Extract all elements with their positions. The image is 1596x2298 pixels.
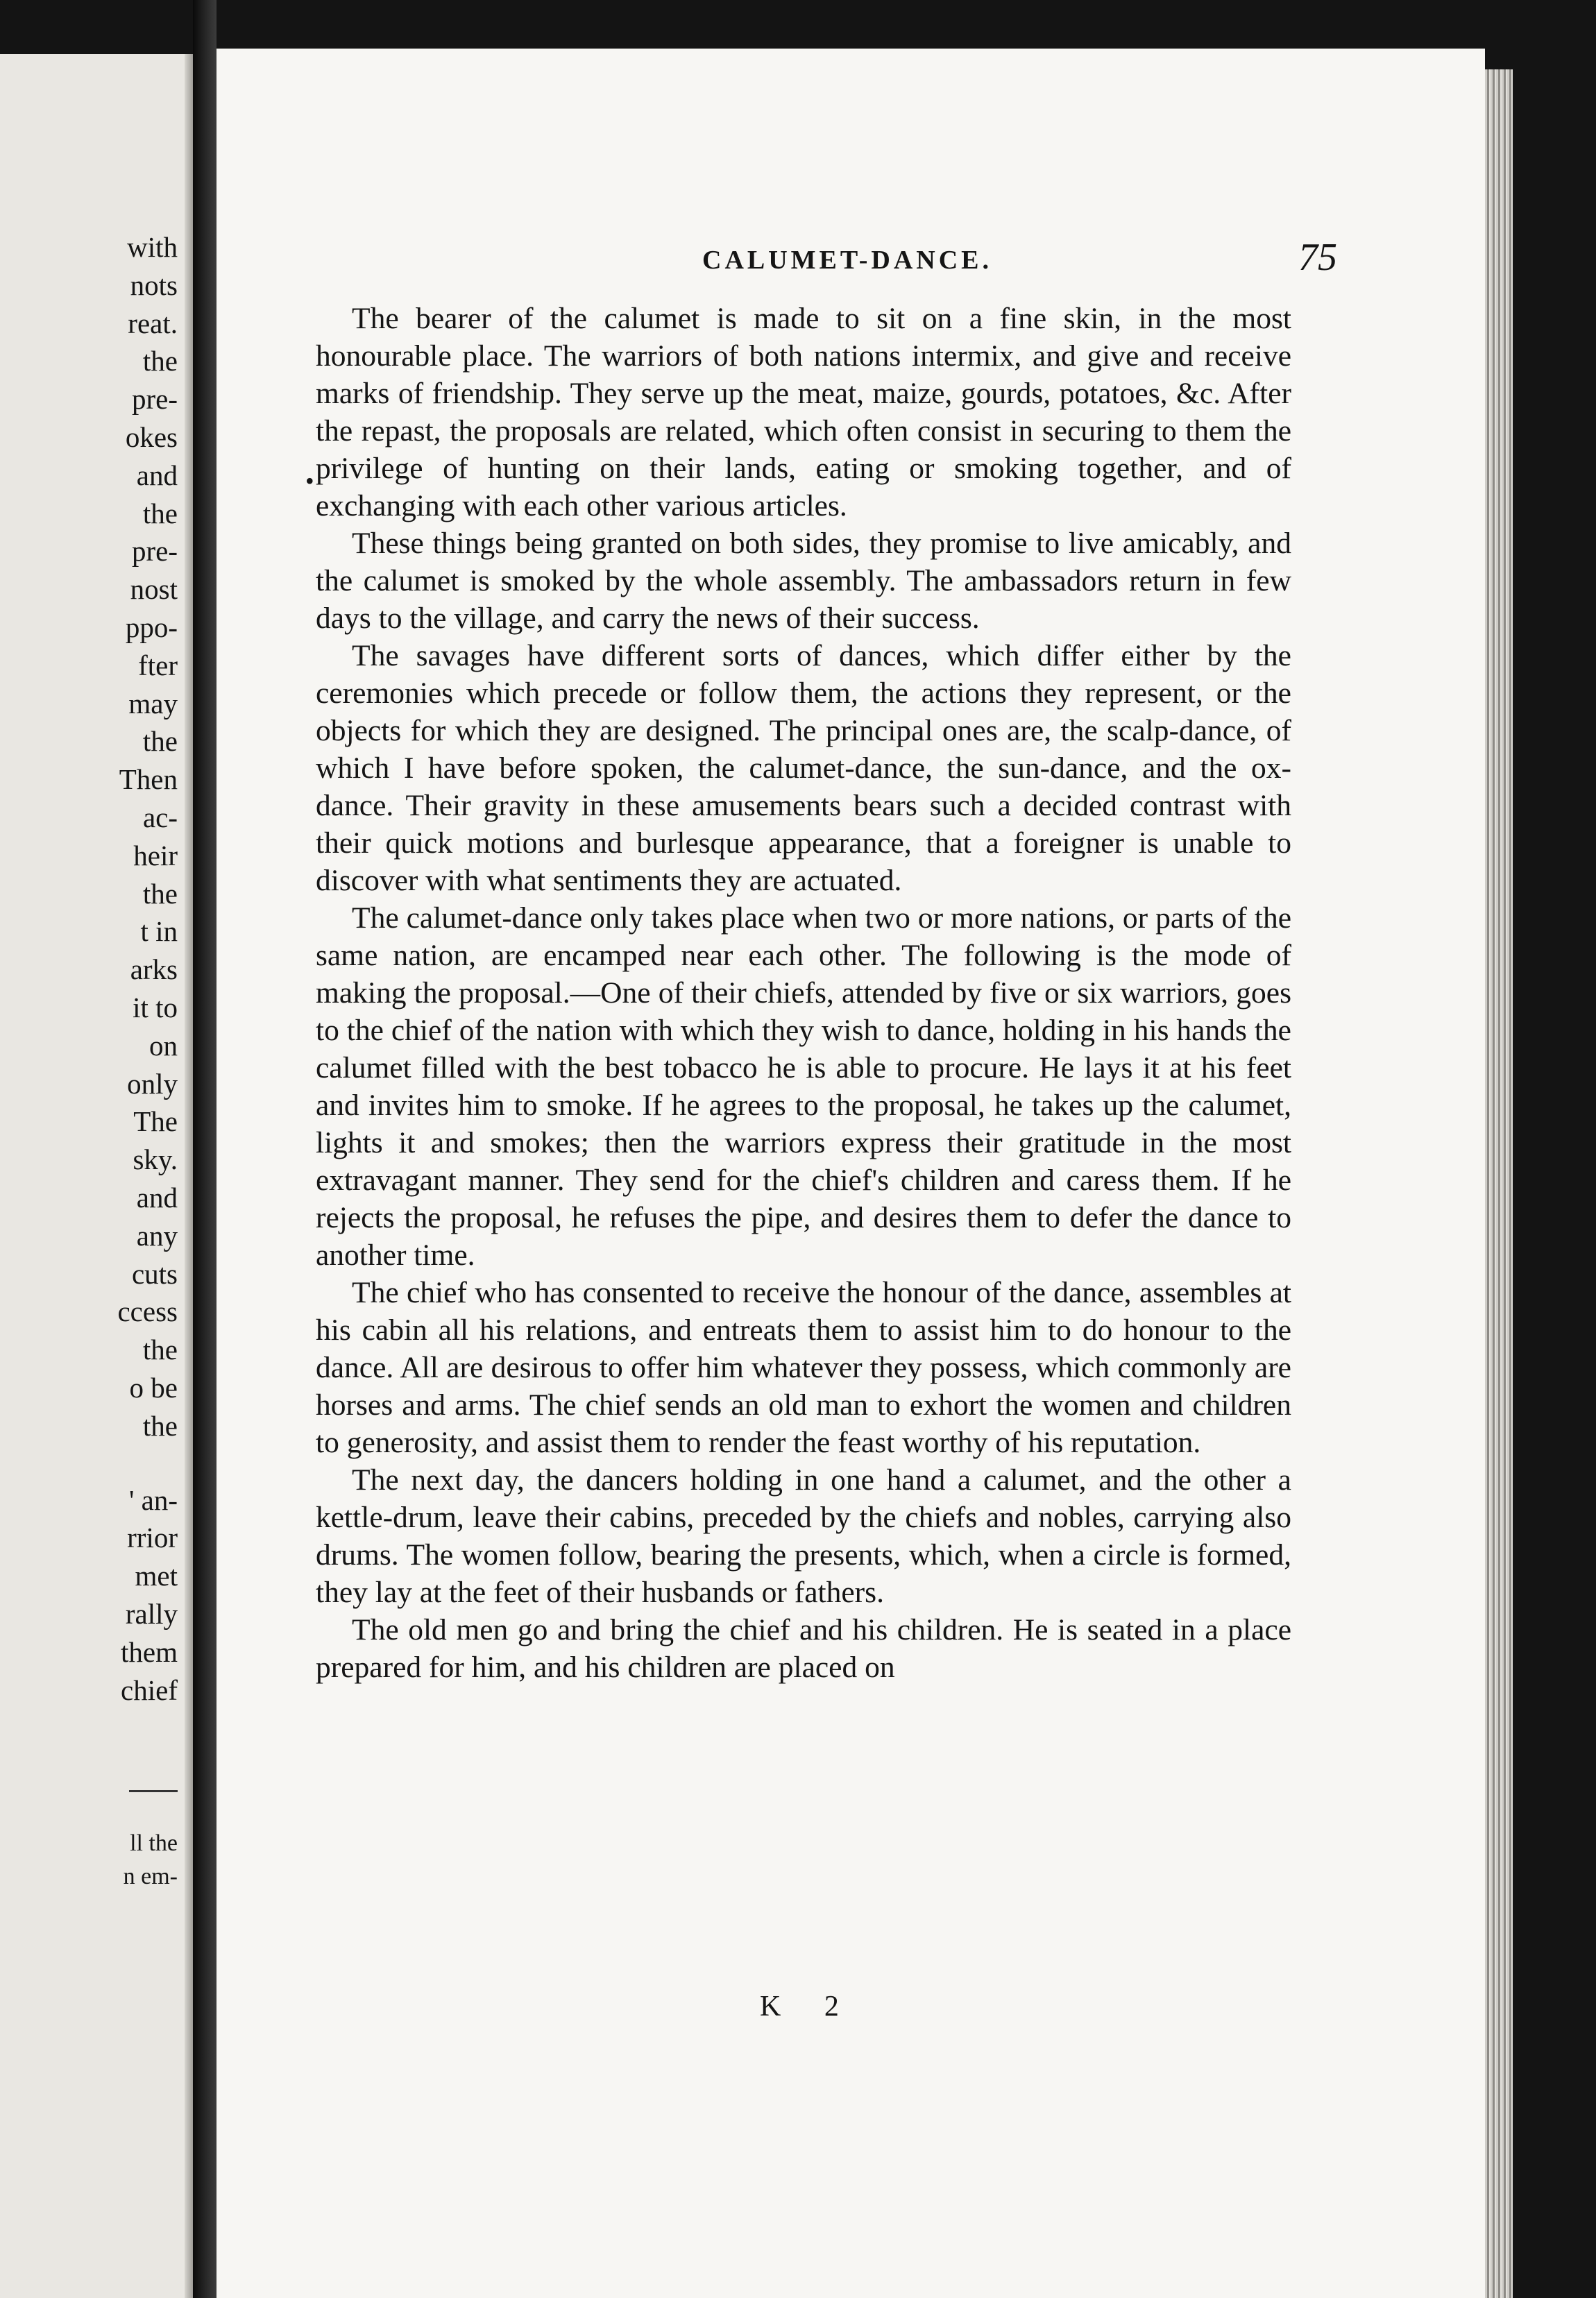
paragraph: The bearer of the calumet is made to sit on a fine skin, in the most honourable place. The warriors of both nations intermix, and give and receive marks of friendship. They serve up the meat, maize, gourds, potatoes, &c. After the repast, the proposals are related, which often consist in securing to them the privilege of hunting on their lands, eating or smoking together, and of exchanging with each other various articles. — [316, 302, 1291, 522]
page-number: 75 — [1298, 236, 1337, 279]
left-page-line: heir — [133, 839, 178, 871]
left-page-line: met — [135, 1560, 178, 1592]
left-page-line: Then — [119, 763, 178, 796]
left-page-line: ppo- — [125, 611, 178, 643]
left-page-line: nots — [130, 269, 178, 301]
left-page-line: t in — [140, 915, 178, 948]
left-page-line: rally — [125, 1598, 178, 1630]
left-page-line: the — [142, 1334, 178, 1366]
left-page-line: and — [136, 459, 178, 491]
paragraph: The chief who has consented to receive the honour of the dance, assembles at his cabin all his relations, and entreats them to assist him to do honour to the dance. All are desirous to offer him whatever they possess, which commonly are horses and arms. The chief sends an old man to exhort the women and children to generosity, and assist them to render the feast worthy of his reputation. — [316, 1276, 1291, 1459]
left-page-fragment — [0, 54, 193, 2298]
paragraph: The old men go and bring the chief and his children. He is seated in a place prepared for him, and his children are placed on — [316, 1613, 1291, 1684]
left-page-line: ac- — [142, 801, 178, 833]
body-text — [316, 300, 1291, 1686]
left-page-line: The — [133, 1105, 178, 1138]
left-page-line: may — [128, 687, 178, 720]
left-page-line: only — [127, 1067, 178, 1100]
left-page-line: with — [127, 231, 178, 263]
left-page-line: it to — [133, 991, 178, 1023]
left-page-line: chief — [121, 1674, 178, 1706]
left-page-line: arks — [130, 953, 178, 986]
left-page-footnote-line: ll the — [130, 1830, 178, 1856]
paragraph: These things being granted on both sides, they promise to live amicably, and the calumet is smoked by the whole assembly. The ambassadors return in few days to the village, and carry the news of their success. — [316, 527, 1291, 635]
left-page-line: the — [142, 497, 178, 529]
page-edges — [1485, 69, 1513, 2298]
left-page-line: the — [142, 345, 178, 377]
left-page-line: and — [136, 1182, 178, 1214]
page-header — [702, 236, 1337, 284]
paragraph: The calumet-dance only takes place when two or more nations, or parts of the same nation, are encamped near each other. The following is the mode of making the proposal.—One of their chiefs, attended by five or six warriors, goes to the chief of the nation with which they wish to dance, holding in his hands the calumet filled with the best tobacco he is able to procure. He lays it at his feet and invites him to smoke. If he agrees to the proposal, he takes up the calumet, lights it and smokes; then the warriors express their gratitude in the most extravagant manner. They send for the chief's children and caress them. If he rejects the proposal, he refuses the pipe, and desires them to defer the dance to another time. — [316, 901, 1291, 1272]
left-page-line: them — [121, 1635, 178, 1668]
left-page-line: the — [142, 725, 178, 758]
left-page-line: pre- — [131, 535, 178, 568]
book-gutter — [193, 0, 217, 2298]
left-page-line: ' an- — [129, 1483, 178, 1516]
left-page-line: rrior — [127, 1522, 178, 1554]
left-page-line: nost — [130, 573, 178, 606]
left-page-line: cuts — [131, 1257, 178, 1290]
left-page-edge — [185, 54, 193, 2298]
left-page-line: sky. — [133, 1143, 178, 1176]
left-page-line: the — [142, 1409, 178, 1442]
left-page-line: o be — [129, 1372, 178, 1404]
left-page-line: okes — [125, 421, 178, 453]
left-page-line: the — [142, 877, 178, 910]
footnote-rule — [129, 1790, 178, 1792]
signature-mark: K 2 — [760, 1991, 857, 2023]
left-page-line: ccess — [117, 1295, 178, 1328]
left-page-line: any — [136, 1219, 178, 1252]
left-page-line: reat. — [128, 307, 178, 339]
paragraph: The next day, the dancers holding in one hand a calumet, and the other a kettle-drum, leave their cabins, preceded by the chiefs and nobles, carrying also drums. The women follow, bearing the presents, which, when a circle is formed, they lay at the feet of their husbands or fathers. — [316, 1463, 1291, 1609]
margin-mark: • — [305, 467, 314, 495]
left-page-footnote-line: n em- — [123, 1864, 178, 1889]
left-page-line: fter — [138, 649, 178, 681]
left-page-line: on — [149, 1029, 178, 1062]
paragraph: The savages have different sorts of dances, which differ either by the ceremonies which precede or follow them, the actions they represent, or the objects for which they are designed. The principal ones are, the scalp-dance, of which I have before spoken, the calumet-dance, the sun-dance, and the ox-dance. Their gravity in these amusements bears such a decided contrast with their quick motions and burlesque appearance, that a foreigner is unable to discover with what sentiments they are actuated. — [316, 639, 1291, 897]
running-head: CALUMET-DANCE. — [702, 246, 993, 275]
left-page-line: pre- — [131, 383, 178, 416]
